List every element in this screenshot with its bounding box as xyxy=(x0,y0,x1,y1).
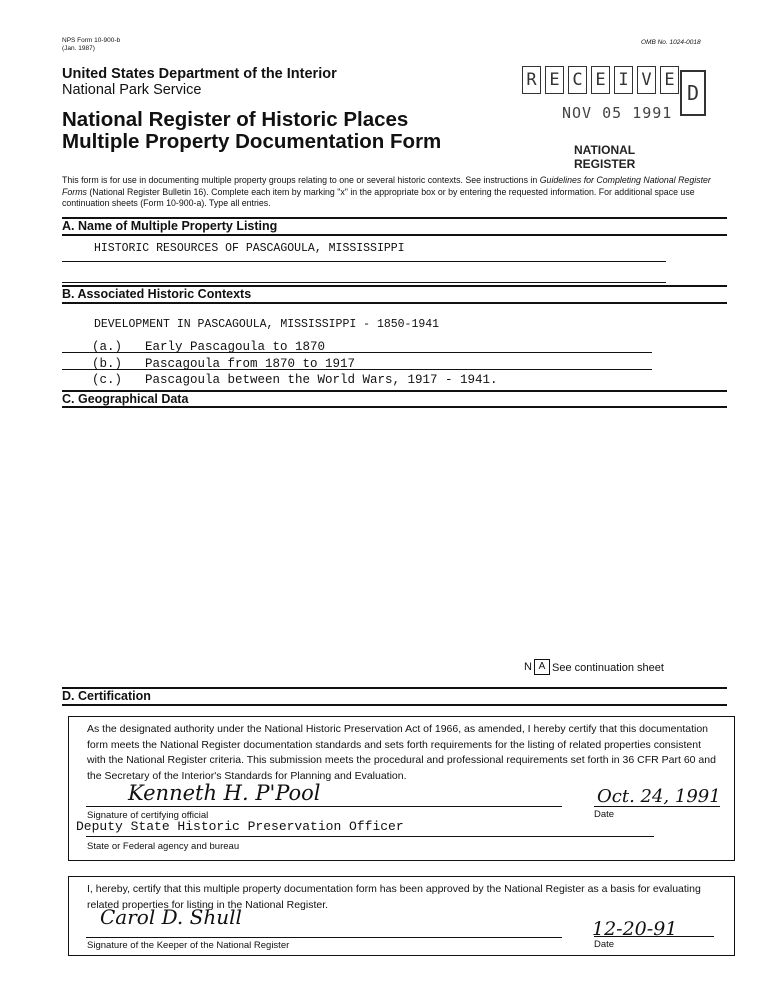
keeper-signature-line xyxy=(86,937,562,938)
keeper-signature: Carol D. Shull xyxy=(100,905,242,929)
section-c-heading: C. Geographical Data xyxy=(62,392,189,406)
divider xyxy=(62,234,727,236)
department: United States Department of the Interior xyxy=(62,66,337,82)
stamp-date: NOV 05 1991 xyxy=(562,104,673,122)
context-label: (b.) xyxy=(92,357,123,371)
form-number: NPS Form 10-900-b xyxy=(62,37,121,44)
stamp-letter: E xyxy=(545,66,564,94)
received-stamp xyxy=(522,66,712,126)
agency-label: State or Federal agency and bureau xyxy=(87,841,240,852)
divider xyxy=(62,687,727,689)
stamp-letter: I xyxy=(614,66,633,94)
context-text: Pascagoula from 1870 to 1917 xyxy=(145,357,356,371)
instructions xyxy=(62,175,727,210)
stamp-letter: R xyxy=(522,66,541,94)
omb-number: OMB No. 1024-0018 xyxy=(641,39,701,46)
instructions-guidelines: Guidelines for Completing National Register Forms xyxy=(62,175,711,197)
instructions-part2: (National Register Bulletin 16). Complete each item by marking "x" in the appropriate box or by entering the requested information. For additional space use continuation sheets (Form 10-900-a). Type all entries. xyxy=(62,186,695,208)
stamp-letter: E xyxy=(660,66,679,94)
line xyxy=(62,261,666,262)
signature-label: Signature of certifying official xyxy=(87,810,209,821)
section-a-heading: A. Name of Multiple Property Listing xyxy=(62,219,278,233)
stamp-letter: V xyxy=(637,66,656,94)
section-a-value: HISTORIC RESOURCES OF PASCAGOULA, MISSISSIPPI xyxy=(94,242,405,255)
divider xyxy=(62,302,727,304)
stamp-register: REGISTER xyxy=(574,157,636,171)
context-label: (c.) xyxy=(92,373,123,387)
continuation-label: See continuation sheet xyxy=(552,662,664,674)
line xyxy=(62,282,666,283)
certification-statement: As the designated authority under the National Historic Preservation Act of 1966, as amended, I hereby certify that this documentation form meets the National Register documentation standards and sets forth requirements for the listing of related properties consistent with the National Register criteria. This submission meets the procedural and professional requirements set forth in 36 CFR Part 60 and the Secretary of the Interior's Standards for Planning and Evaluation. xyxy=(87,723,716,782)
keeper-date-line xyxy=(594,936,714,937)
page-title-line2: Multiple Property Documentation Form xyxy=(62,130,442,153)
date-line xyxy=(594,806,720,807)
stamp-letter: C xyxy=(568,66,587,94)
section-b-main: DEVELOPMENT IN PASCAGOULA, MISSISSIPPI - 1850-1941 xyxy=(94,318,440,331)
keeper-date-value: 12-20-91 xyxy=(592,918,678,940)
service: National Park Service xyxy=(62,82,202,98)
instructions-part1: This form is for use in documenting multiple property groups relating to one or several historic contexts. See instructions in xyxy=(62,175,540,185)
keeper-signature-label: Signature of the Keeper of the National Register xyxy=(87,940,290,951)
context-text: Pascagoula between the World Wars, 1917 - 1941. xyxy=(145,373,498,387)
stamp-letter: E xyxy=(591,66,610,94)
certification-date-value: Oct. 24, 1991 xyxy=(597,786,721,807)
continuation-checkbox[interactable]: A xyxy=(534,659,550,675)
keeper-date-label: Date xyxy=(594,939,615,950)
date-label: Date xyxy=(594,809,615,820)
keeper-statement: I, hereby, certify that this multiple property documentation form has been approved by the National Register as a basis for evaluating related properties for listing in the National Register. xyxy=(87,883,701,911)
official-title: Deputy State Historic Preservation Officer xyxy=(76,819,404,834)
section-d-heading: D. Certification xyxy=(62,689,151,703)
line xyxy=(62,369,652,370)
na-prefix: N xyxy=(524,661,532,673)
line xyxy=(62,352,652,353)
signature-line xyxy=(86,806,562,807)
divider xyxy=(62,704,727,706)
section-b-heading: B. Associated Historic Contexts xyxy=(62,287,252,301)
page-title-line1: National Register of Historic Places xyxy=(62,108,409,131)
divider xyxy=(62,406,727,408)
form-date: (Jan. 1987) xyxy=(62,45,95,52)
agency-line xyxy=(86,836,654,837)
context-text: Early Pascagoula to 1870 xyxy=(145,340,326,354)
stamp-letter-d: D xyxy=(680,70,706,116)
certifying-signature: Kenneth H. P'Pool xyxy=(128,781,321,805)
na-mark xyxy=(524,661,532,673)
context-label: (a.) xyxy=(92,340,123,354)
stamp-national: NATIONAL xyxy=(574,143,636,157)
